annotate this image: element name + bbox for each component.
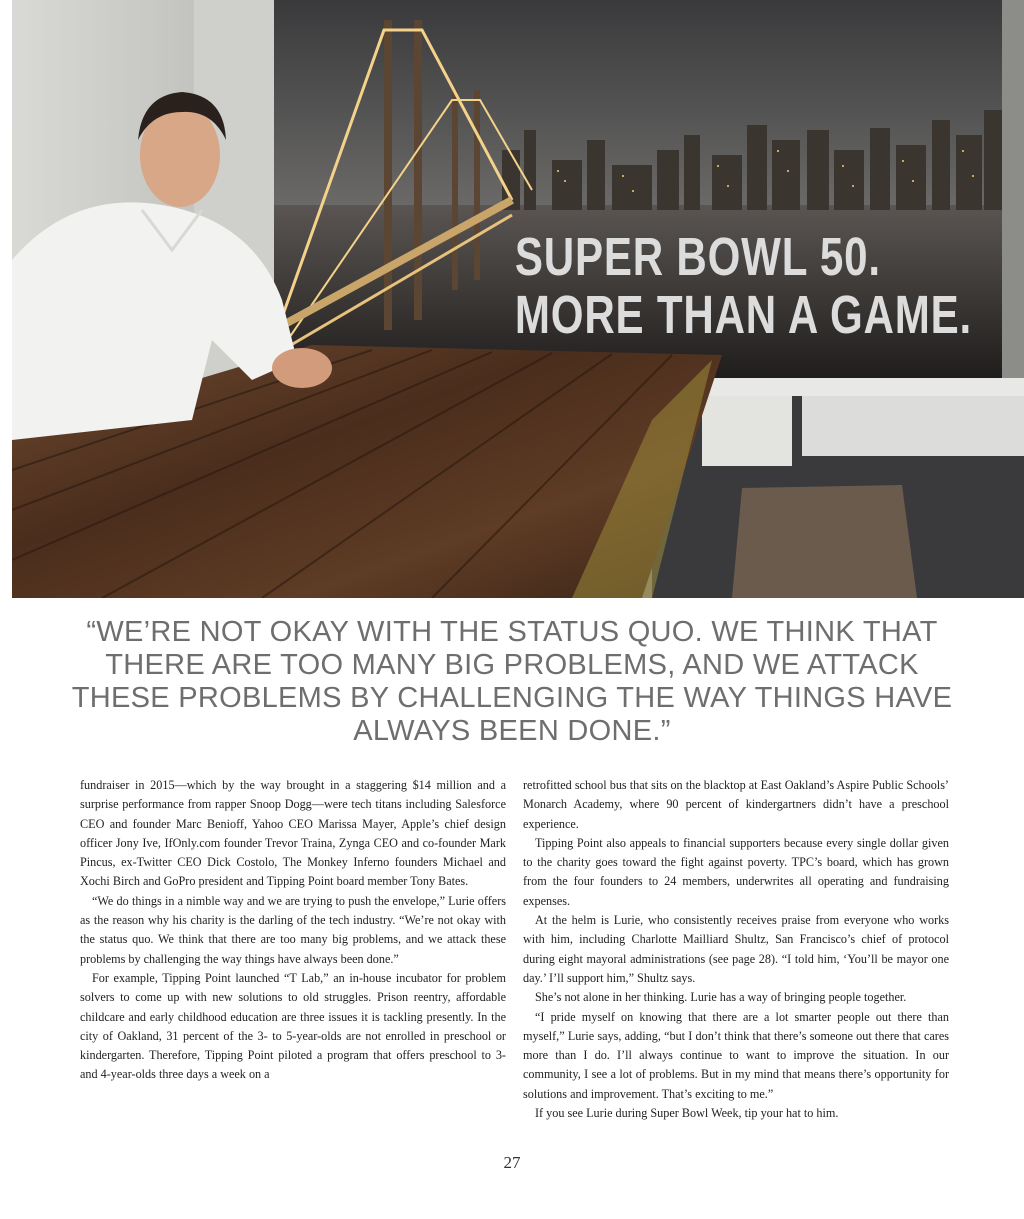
pull-quote: “WE’RE NOT OKAY WITH THE STATUS QUO. WE THINK THAT THERE ARE TOO MANY BIG PROBLEMS, AND WE ATTACK THESE PROBLEMS BY CHALLENGING THE WAY THINGS HAVE ALWAYS BEEN DONE.” (71, 616, 953, 747)
page-number: 27 (503, 1153, 521, 1172)
billboard-line-1: SUPER BOWL 50. (514, 227, 881, 287)
paragraph: At the helm is Lurie, who consistently receives praise from everyone who works with him, including Charlotte Mailliard Shultz, San Francisco’s chief of protocol during eight mayoral administrations (see page 28). “I told him, ‘You’ll be mayor one day.’ I’ll support him,” Shultz says. (523, 913, 949, 985)
article-column-left (80, 776, 506, 1085)
paragraph: If you see Lurie during Super Bowl Week, tip your hat to him. (535, 1106, 839, 1121)
article-column-right (523, 776, 949, 1123)
paragraph: Tipping Point also appeals to financial supporters because every single dollar given to the charity goes toward the fight against poverty. TPC’s board, which has grown from the four founders to 24 members, underwrites all operating and fundraising expenses. (523, 835, 949, 908)
billboard-line-2: MORE THAN A GAME. (514, 285, 972, 345)
feature-photo (12, 0, 1024, 598)
paragraph: fundraiser in 2015—which by the way brought in a staggering $14 million and a surprise performance from rapper Snoop Dogg—were tech titans including Salesforce CEO and founder Marc Benioff, Yahoo CEO Marissa Mayer, Apple’s chief design officer Jony Ive, IfOnly.com founder Trevor Traina, Zynga CEO and co-founder Mark Pincus, ex-Twitter CEO Dick Costolo, The Monkey Inferno founders Michael and Xochi Birch and GoPro president and Tipping Point board member Tony Bates. (80, 778, 506, 889)
paragraph: “I pride myself on knowing that there are a lot smarter people out there than myself,” Lurie says, adding, “but I don’t think that there’s someone out there that cares more than I do. I’ll always continue to want to improve the situation. In our community, I see a lot of problems. But in my mind that means there’s opportunity for solutions and improvement. That’s exciting to me.” (523, 1009, 949, 1101)
paragraph: For example, Tipping Point launched “T Lab,” an in-house incubator for problem solvers to come up with new solutions to old struggles. Prison reentry, affordable childcare and early childhood education are three issues it is tackling presently. In the city of Oakland, 31 percent of the 3- to 5-year-olds are not enrolled in preschool or kindergarten. Therefore, Tipping Point piloted a program that offers preschool to 3- and 4-year-olds three days a week on a (80, 970, 506, 1082)
billboard-slogan (515, 228, 972, 344)
paragraph: “We do things in a nimble way and we are trying to push the envelope,” Lurie offers as the reason why his charity is the darling of the tech industry. “We’re not okay with the status quo. We think that there are too many big problems, and we attack these problems by challenging the way things have always been done.” (80, 893, 506, 966)
paragraph: She’s not alone in her thinking. Lurie has a way of bringing people together. (535, 990, 907, 1005)
paragraph: retrofitted school bus that sits on the blacktop at East Oakland’s Aspire Public Schools’ Monarch Academy, where 90 percent of kindergartners didn’t have a preschool experience. (523, 778, 949, 831)
